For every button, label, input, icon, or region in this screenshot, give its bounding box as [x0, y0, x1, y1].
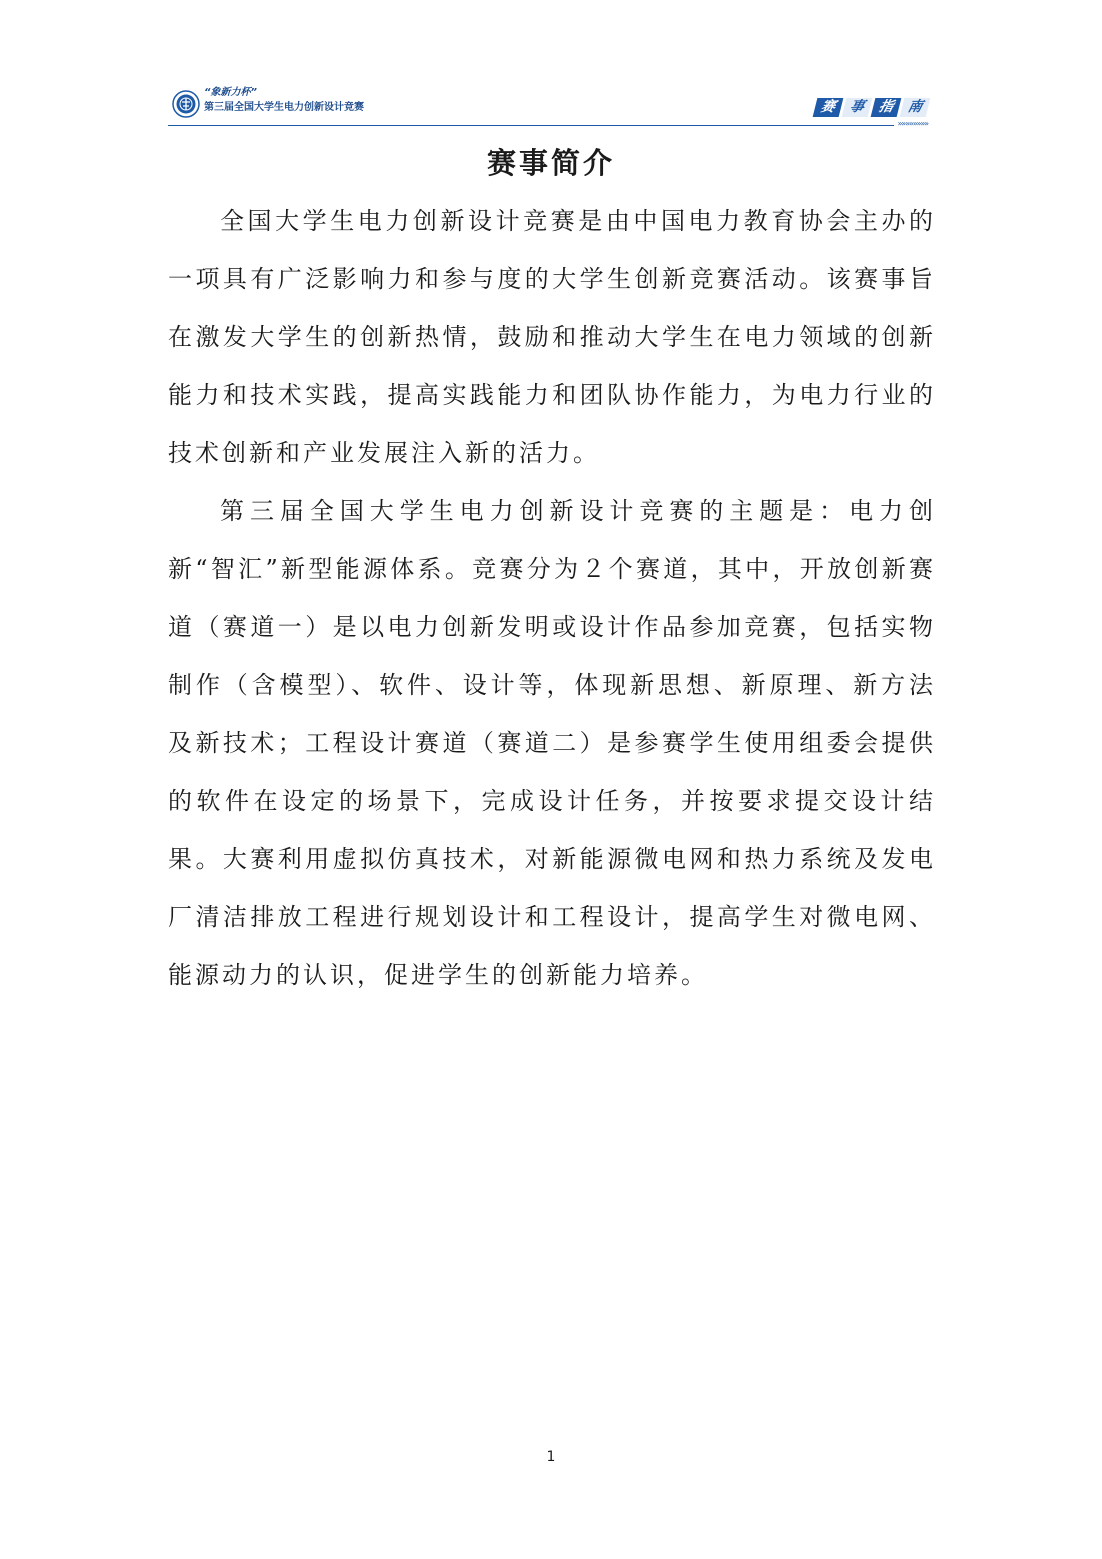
- badge-char-4: 南: [900, 98, 931, 117]
- brand-slogan: “象新力杯”: [204, 87, 257, 98]
- header-divider: [168, 125, 894, 126]
- page-number: 1: [546, 1449, 556, 1465]
- chevrons-decoration-icon: »»»»»»»»: [897, 119, 928, 128]
- badge-char-3: 指: [871, 98, 902, 117]
- badge-char-2: 事: [842, 98, 873, 117]
- document-body: [168, 192, 936, 1004]
- paragraph-intro: 全国大学生电力创新设计竞赛是由中国电力教育协会主办的一项具有广泛影响力和参与度的大学生创新竞赛活动。该赛事旨在激发大学生的创新热情，鼓励和推动大学生在电力领域的创新能力和技术实践，提高实践能力和团队协作能力，为电力行业的技术创新和产业发展注入新的活力。: [168, 207, 936, 467]
- paragraph-theme: 第三届全国大学生电力创新设计竞赛的主题是：电力创新“智汇”新型能源体系。竞赛分为２个赛道，其中，开放创新赛道（赛道一）是以电力创新发明或设计作品参加竞赛，包括实物制作（含模型）、软件、设计等，体现新思想、新原理、新方法及新技术；工程设计赛道（赛道二）是参赛学生使用组委会提供的软件在设定的场景下，完成设计任务，并按要求提交设计结果。大赛利用虚拟仿真技术，对新能源微电网和热力系统及发电厂清洁排放工程进行规划设计和工程设计，提高学生对微电网、能源动力的认识，促进学生的创新能力培养。: [168, 497, 936, 989]
- page-header: [168, 86, 930, 132]
- section-badge: [815, 98, 928, 117]
- badge-char-1: 赛: [813, 98, 844, 117]
- brand-event-name: 第三届全国大学生电力创新设计竞赛: [204, 102, 364, 113]
- brand-text: [204, 88, 364, 113]
- page-title: 赛事简介: [486, 146, 615, 180]
- competition-logo-icon: [172, 90, 200, 118]
